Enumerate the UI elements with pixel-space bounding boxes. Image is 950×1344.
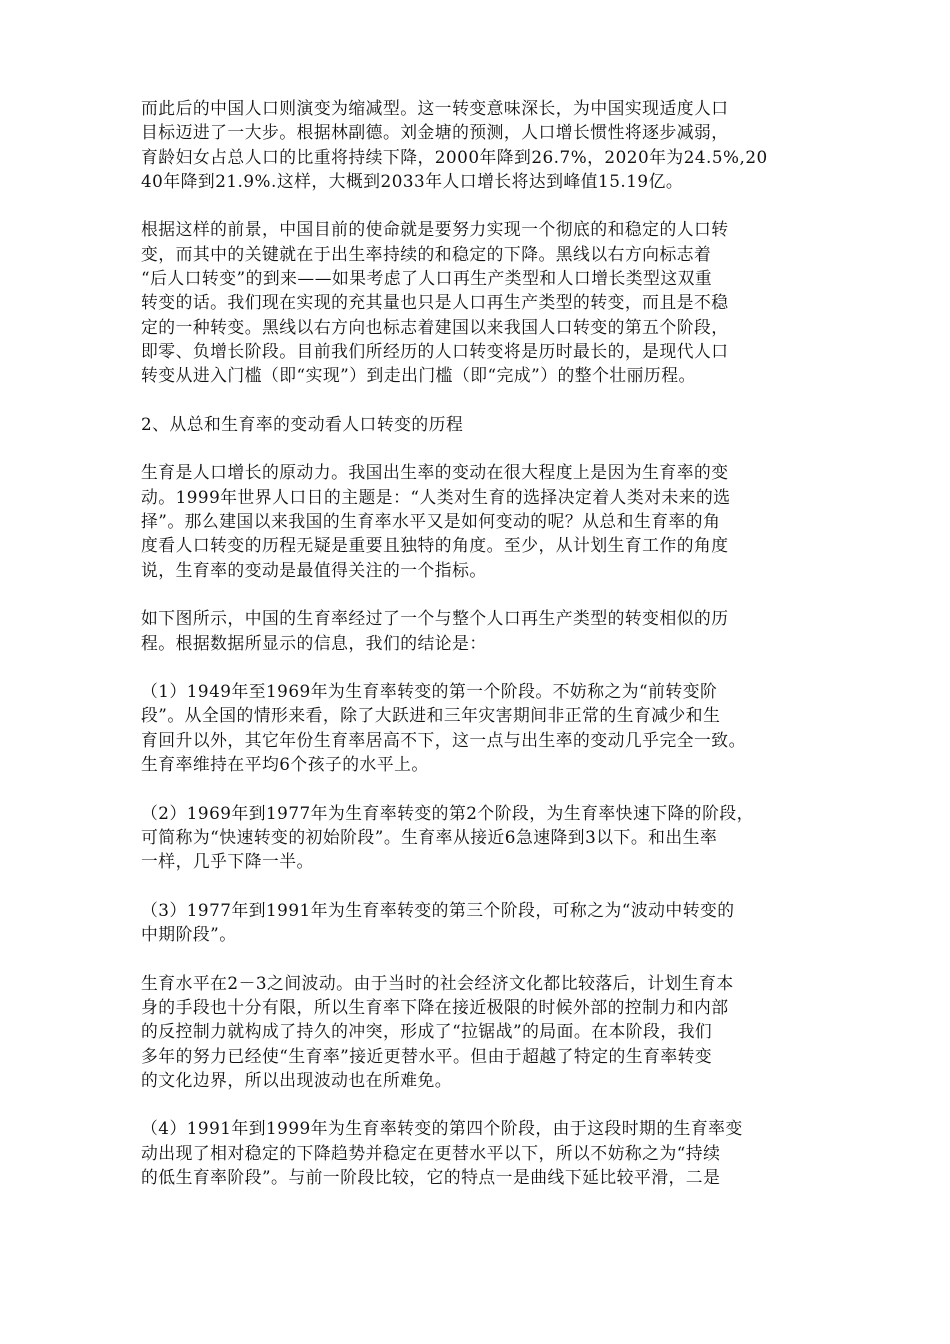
paragraph-stage-1 xyxy=(141,679,813,776)
paragraph-gap xyxy=(141,388,813,412)
paragraph-gap xyxy=(141,436,813,460)
text-line: 度看人口转变的历程无疑是重要且独特的角度。至少，从计划生育工作的角度 xyxy=(141,535,729,556)
text-line: 段”。从全国的情形来看，除了大跃进和三年灾害期间非正常的生育减少和生 xyxy=(141,705,721,726)
paragraph-gap xyxy=(141,874,813,898)
text-line: 即零、负增长阶段。目前我们所经历的人口转变将是历时最长的，是现代人口 xyxy=(141,340,729,361)
text-line: 择”。那么建国以来我国的生育率水平又是如何变动的呢？从总和生育率的角 xyxy=(141,511,721,532)
paragraph-gap xyxy=(141,946,813,970)
paragraph-gap xyxy=(141,193,813,217)
text-line: 根据这样的前景，中国目前的使命就是要努力实现一个彻底的和稳定的人口转 xyxy=(141,219,729,240)
text-line: （1）1949年至1969年为生育率转变的第一个阶段。不妨称之为“前转变阶 xyxy=(141,681,718,702)
paragraph-stage-3-detail xyxy=(141,971,813,1092)
paragraph-mission xyxy=(141,217,813,387)
paragraph-fertility-driver xyxy=(141,460,813,581)
text-line: 一样，几乎下降一半。 xyxy=(141,851,314,872)
text-line: （3）1977年到1991年为生育率转变的第三个阶段，可称之为“波动中转变的 xyxy=(141,899,735,920)
paragraph-stage-3 xyxy=(141,898,813,947)
paragraph-figure-intro xyxy=(141,606,813,655)
text-line: 生育水平在2－3之间波动。由于当时的社会经济文化都比较落后，计划生育本 xyxy=(141,972,734,993)
text-line: 目标迈进了一大步。根据林副德。刘金塘的预测，人口增长惯性将逐步减弱， xyxy=(141,122,729,143)
text-line: “后人口转变”的到来——如果考虑了人口再生产类型和人口增长类型这双重 xyxy=(141,268,713,289)
document-page xyxy=(141,96,813,1189)
paragraph-gap xyxy=(141,776,813,800)
text-line: 如下图所示，中国的生育率经过了一个与整个人口再生产类型的转变相似的历 xyxy=(141,608,729,629)
text-line: 而此后的中国人口则演变为缩减型。这一转变意味深长，为中国实现适度人口 xyxy=(141,98,729,118)
text-line: 生育是人口增长的原动力。我国出生率的变动在很大程度上是因为生育率的变 xyxy=(141,462,729,483)
text-line: 定的一种转变。黑线以右方向也标志着建国以来我国人口转变的第五个阶段， xyxy=(141,316,729,337)
text-line: 40年降到21.9%.这样，大概到2033年人口增长将达到峰值15.19亿。 xyxy=(141,170,684,191)
paragraph-stage-2 xyxy=(141,801,813,874)
text-line: （4）1991年到1999年为生育率转变的第四个阶段，由于这段时期的生育率变 xyxy=(141,1118,743,1139)
section-heading xyxy=(141,412,813,436)
text-line: 的低生育率阶段”。与前一阶段比较，它的特点一是曲线下延比较平滑，二是 xyxy=(141,1167,721,1188)
text-line: （2）1969年到1977年为生育率转变的第2个阶段，为生育率快速下降的阶段， xyxy=(141,802,754,823)
text-line: 育龄妇女占总人口的比重将持续下降，2000年降到26.7%，2020年为24.5%,20 xyxy=(141,146,768,167)
text-line: 转变的话。我们现在实现的充其量也只是人口再生产类型的转变，而且是不稳 xyxy=(141,292,729,313)
text-line: 可简称为“快速转变的初始阶段”。生育率从接近6急速降到3以下。和出生率 xyxy=(141,826,718,847)
text-line: 动。1999年世界人口日的主题是：“人类对生育的选择决定着人类对未来的选 xyxy=(141,486,731,507)
text-line: 变，而其中的关键就在于出生率持续的和稳定的下降。黑线以右方向标志着 xyxy=(141,243,712,264)
text-line: 多年的努力已经使“生育率”接近更替水平。但由于超越了特定的生育率转变 xyxy=(141,1045,713,1066)
paragraph-gap xyxy=(141,1092,813,1116)
paragraph-population-shrink xyxy=(141,96,813,193)
text-line: 育回升以外，其它年份生育率居高不下，这一点与出生率的变动几乎完全一致。 xyxy=(141,729,746,750)
text-line: 的文化边界，所以出现波动也在所难免。 xyxy=(141,1069,453,1090)
text-line: 转变从进入门槛（即“实现”）到走出门槛（即“完成”）的整个壮丽历程。 xyxy=(141,365,696,386)
text-line: 中期阶段”。 xyxy=(141,924,237,945)
heading-line: 2、从总和生育率的变动看人口转变的历程 xyxy=(141,413,464,434)
text-line: 程。根据数据所显示的信息，我们的结论是： xyxy=(141,632,487,653)
paragraph-gap xyxy=(141,582,813,606)
text-line: 生育率维持在平均6个孩子的水平上。 xyxy=(141,754,429,775)
paragraph-gap xyxy=(141,655,813,679)
text-line: 说，生育率的变动是最值得关注的一个指标。 xyxy=(141,559,487,580)
text-line: 动出现了相对稳定的下降趋势并稳定在更替水平以下，所以不妨称之为“持续 xyxy=(141,1142,721,1163)
text-line: 身的手段也十分有限，所以生育率下降在接近极限的时候外部的控制力和内部 xyxy=(141,996,729,1017)
text-line: 的反控制力就构成了持久的冲突，形成了“拉锯战”的局面。在本阶段，我们 xyxy=(141,1021,713,1042)
paragraph-stage-4 xyxy=(141,1116,813,1189)
